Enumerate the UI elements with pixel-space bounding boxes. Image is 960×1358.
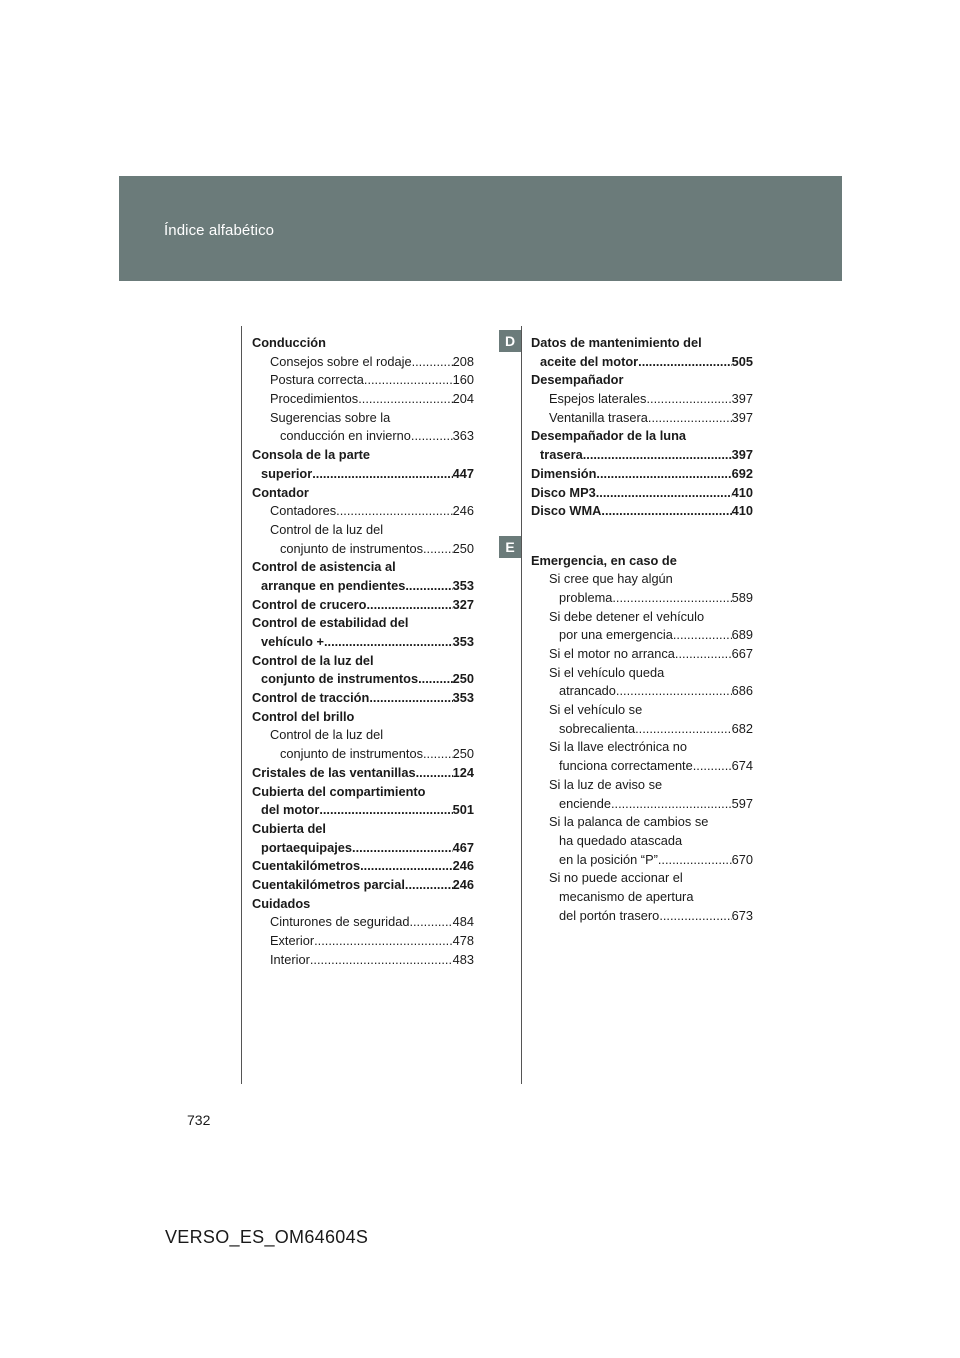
index-entry (252, 353, 474, 372)
dot-leader (312, 465, 452, 484)
dot-leader (418, 670, 453, 689)
entry-page: 208 (452, 353, 474, 369)
index-entry (531, 589, 753, 608)
entry-text: Contadores (270, 503, 337, 519)
entry-page: 447 (452, 465, 474, 481)
entry-text: Ventanilla trasera (549, 409, 648, 425)
index-entry: Conducción (252, 335, 326, 350)
index-entry (252, 633, 474, 652)
entry-text: Disco MP3 (531, 484, 596, 500)
index-entry: Consola de la parte (252, 447, 371, 463)
index-entry (252, 427, 474, 446)
entry-text: del portón trasero (559, 907, 660, 923)
entry-text: conjunto de instrumentos (261, 671, 419, 687)
dot-leader (601, 502, 731, 521)
entry-page: 397 (731, 391, 753, 407)
entry-text: Dimensión (531, 465, 597, 481)
entry-page: 410 (731, 503, 753, 519)
entry-text: Postura correcta (270, 372, 364, 388)
section-gap (531, 533, 753, 552)
section-gap (531, 521, 753, 533)
dot-leader (409, 913, 452, 932)
index-entry (531, 851, 753, 870)
dot-leader (675, 645, 732, 664)
index-entry: Si la palanca de cambios se (549, 814, 709, 830)
dot-leader (646, 390, 731, 409)
entry-page: 250 (452, 671, 474, 687)
entry-page: 478 (452, 933, 474, 948)
dot-leader (412, 353, 453, 372)
entry-text: atrancado (559, 683, 616, 699)
index-entry (252, 596, 474, 615)
index-entry (531, 757, 753, 776)
entry-text: Control de crucero (252, 596, 367, 612)
dot-leader (405, 876, 453, 895)
entry-page: 246 (452, 858, 474, 874)
dot-leader (314, 932, 453, 951)
entry-page: 505 (731, 353, 753, 369)
index-entry: Contador (252, 484, 309, 500)
entry-text: funciona correctamente (559, 758, 693, 774)
index-entry (531, 720, 753, 739)
entry-text: Cuentakilómetros (252, 858, 361, 874)
index-entry (252, 465, 474, 484)
index-entry (531, 390, 753, 409)
entry-text: conducción en invierno (280, 428, 411, 444)
entry-page: 160 (452, 372, 474, 388)
index-entry: Si el vehículo queda (549, 664, 665, 680)
index-entry: Sugerencias sobre la (270, 409, 391, 425)
entry-text: Disco WMA (531, 503, 602, 519)
dot-leader (616, 682, 732, 701)
dot-leader (638, 353, 732, 372)
index-entry (531, 645, 753, 664)
entry-text: aceite del motor (540, 353, 639, 369)
column-divider-right (521, 326, 522, 1084)
dot-leader (596, 465, 731, 484)
index-entry: Control de la luz del (270, 727, 384, 743)
page-title: Índice alfabético (164, 222, 275, 239)
index-entry (531, 446, 753, 465)
column-divider-left (241, 326, 242, 1084)
index-entry: Control de la luz del (270, 521, 384, 537)
entry-page: 673 (731, 907, 753, 923)
dot-leader (358, 390, 452, 409)
index-entry: Control de asistencia al (252, 559, 396, 575)
section-tab-e: E (499, 536, 521, 558)
index-section-d (531, 334, 753, 521)
index-entry (531, 353, 753, 372)
entry-text: Espejos laterales (549, 391, 647, 407)
entry-text: en la posición “P” (559, 851, 658, 867)
index-entry (252, 951, 474, 970)
entry-text: problema (559, 589, 613, 605)
dot-leader (324, 633, 453, 652)
entry-text: sobrecalienta (559, 720, 636, 736)
dot-leader (411, 427, 453, 446)
section-tab-d: D (499, 330, 521, 352)
entry-page: 667 (731, 646, 753, 661)
dot-leader (366, 596, 452, 615)
dot-leader (611, 795, 732, 814)
entry-page: 501 (452, 802, 474, 818)
entry-text: conjunto de instrumentos (280, 746, 423, 762)
entry-page: 363 (452, 428, 474, 444)
entry-page: 353 (452, 690, 474, 706)
entry-text: Procedimientos (270, 391, 359, 407)
entry-page: 674 (731, 758, 753, 774)
index-entry (252, 913, 474, 932)
entry-page: 124 (452, 764, 474, 780)
dot-leader (310, 951, 453, 970)
index-entry (252, 745, 474, 764)
index-column-d-e (531, 334, 753, 925)
entry-page: 397 (731, 409, 753, 425)
index-entry (531, 795, 753, 814)
index-entry (252, 764, 474, 783)
dot-leader (336, 502, 452, 521)
entry-text: Si el motor no arranca (549, 646, 675, 661)
entry-page: 682 (731, 720, 753, 736)
index-entry: Control de la luz del (252, 652, 374, 668)
entry-page: 327 (452, 596, 474, 612)
entry-page: 589 (731, 589, 753, 605)
dot-leader (659, 907, 731, 926)
entry-page: 686 (731, 683, 753, 699)
entry-page: 250 (452, 746, 474, 762)
index-section-e (531, 552, 753, 926)
dot-leader (423, 745, 453, 764)
index-entry (531, 502, 753, 521)
index-entry (252, 689, 474, 708)
entry-page: 397 (731, 447, 753, 463)
entry-text: Consejos sobre el rodaje (270, 353, 412, 369)
index-entry: Si la llave electrónica no (549, 739, 687, 755)
entry-page: 250 (452, 540, 474, 556)
index-entry (252, 801, 474, 820)
entry-page: 467 (452, 839, 474, 855)
entry-text: por una emergencia (559, 627, 673, 643)
entry-text: portaequipajes (261, 839, 353, 855)
entry-page: 353 (452, 634, 474, 649)
index-entry: Desempañador (531, 372, 624, 388)
index-entry (252, 876, 474, 895)
entry-text: Control de tracción (252, 690, 370, 706)
entry-page: 692 (731, 465, 753, 481)
entry-text: vehículo + (261, 634, 324, 649)
index-entry (252, 932, 474, 951)
index-entry (531, 682, 753, 701)
dot-leader (596, 484, 732, 503)
dot-leader (635, 720, 732, 739)
entry-page: 204 (452, 391, 474, 407)
index-entry (531, 907, 753, 926)
index-entry: Si la luz de aviso se (549, 776, 663, 792)
dot-leader (673, 626, 732, 645)
index-entry (531, 626, 753, 645)
entry-text: enciende (559, 795, 611, 811)
dot-leader (352, 839, 453, 858)
index-entry (531, 409, 753, 428)
index-entry: mecanismo de apertura (559, 888, 694, 904)
entry-page: 483 (452, 951, 474, 967)
index-entry (531, 484, 753, 503)
index-entry (531, 465, 753, 484)
index-entry: Control del brillo (252, 708, 355, 724)
dot-leader (416, 764, 453, 783)
index-entry: Cubierta del (252, 820, 326, 836)
entry-page: 246 (452, 503, 474, 519)
index-entry: Control de estabilidad del (252, 615, 409, 631)
dot-leader (369, 689, 452, 708)
index-entry (252, 390, 474, 409)
entry-page: 689 (731, 627, 753, 643)
index-column-c (252, 334, 474, 969)
entry-text: arranque en pendientes (261, 577, 406, 593)
entry-text: Exterior (270, 933, 315, 948)
entry-text: Cristales de las ventanillas (252, 764, 416, 780)
index-entry: Emergencia, en caso de (531, 552, 677, 568)
index-entry (252, 371, 474, 390)
index-entry: Si debe detener el vehículo (549, 608, 705, 624)
index-entry: Desempañador de la luna (531, 428, 687, 444)
dot-leader (693, 757, 732, 776)
header-band (119, 176, 842, 281)
dot-leader (319, 801, 452, 820)
index-entry (252, 502, 474, 521)
dot-leader (405, 577, 452, 596)
entry-text: Interior (270, 951, 310, 967)
entry-text: del motor (261, 802, 320, 818)
index-entry (252, 839, 474, 858)
index-entry (252, 670, 474, 689)
index-entry: Cubierta del compartimiento (252, 783, 426, 799)
index-entry (252, 857, 474, 876)
dot-leader (648, 409, 732, 428)
entry-text: conjunto de instrumentos (280, 540, 423, 556)
entry-text: superior (261, 465, 313, 481)
dot-leader (612, 589, 731, 608)
page-number: 732 (187, 1112, 211, 1128)
document-code: VERSO_ES_OM64604S (165, 1227, 369, 1247)
dot-leader (364, 371, 453, 390)
index-entry (252, 577, 474, 596)
entry-text: trasera (540, 447, 583, 463)
dot-leader (658, 851, 732, 870)
entry-page: 353 (452, 577, 474, 593)
dot-leader (360, 857, 453, 876)
index-entry: Si no puede accionar el (549, 870, 683, 886)
dot-leader (423, 540, 453, 559)
entry-page: 484 (452, 914, 474, 930)
index-entry: Si cree que hay algún (549, 571, 673, 587)
index-entry: Datos de mantenimiento del (531, 335, 702, 350)
index-entry: Si el vehículo se (549, 702, 643, 718)
index-entry: ha quedado atascada (559, 832, 683, 848)
entry-text: Cuentakilómetros parcial (252, 876, 405, 892)
entry-page: 410 (731, 484, 753, 500)
entry-text: Cinturones de seguridad (270, 914, 410, 930)
index-entry (252, 540, 474, 559)
entry-page: 670 (731, 851, 753, 867)
index-entry: Cuidados (252, 895, 311, 911)
entry-page: 597 (731, 795, 753, 811)
entry-page: 246 (452, 876, 474, 892)
dot-leader (583, 446, 732, 465)
